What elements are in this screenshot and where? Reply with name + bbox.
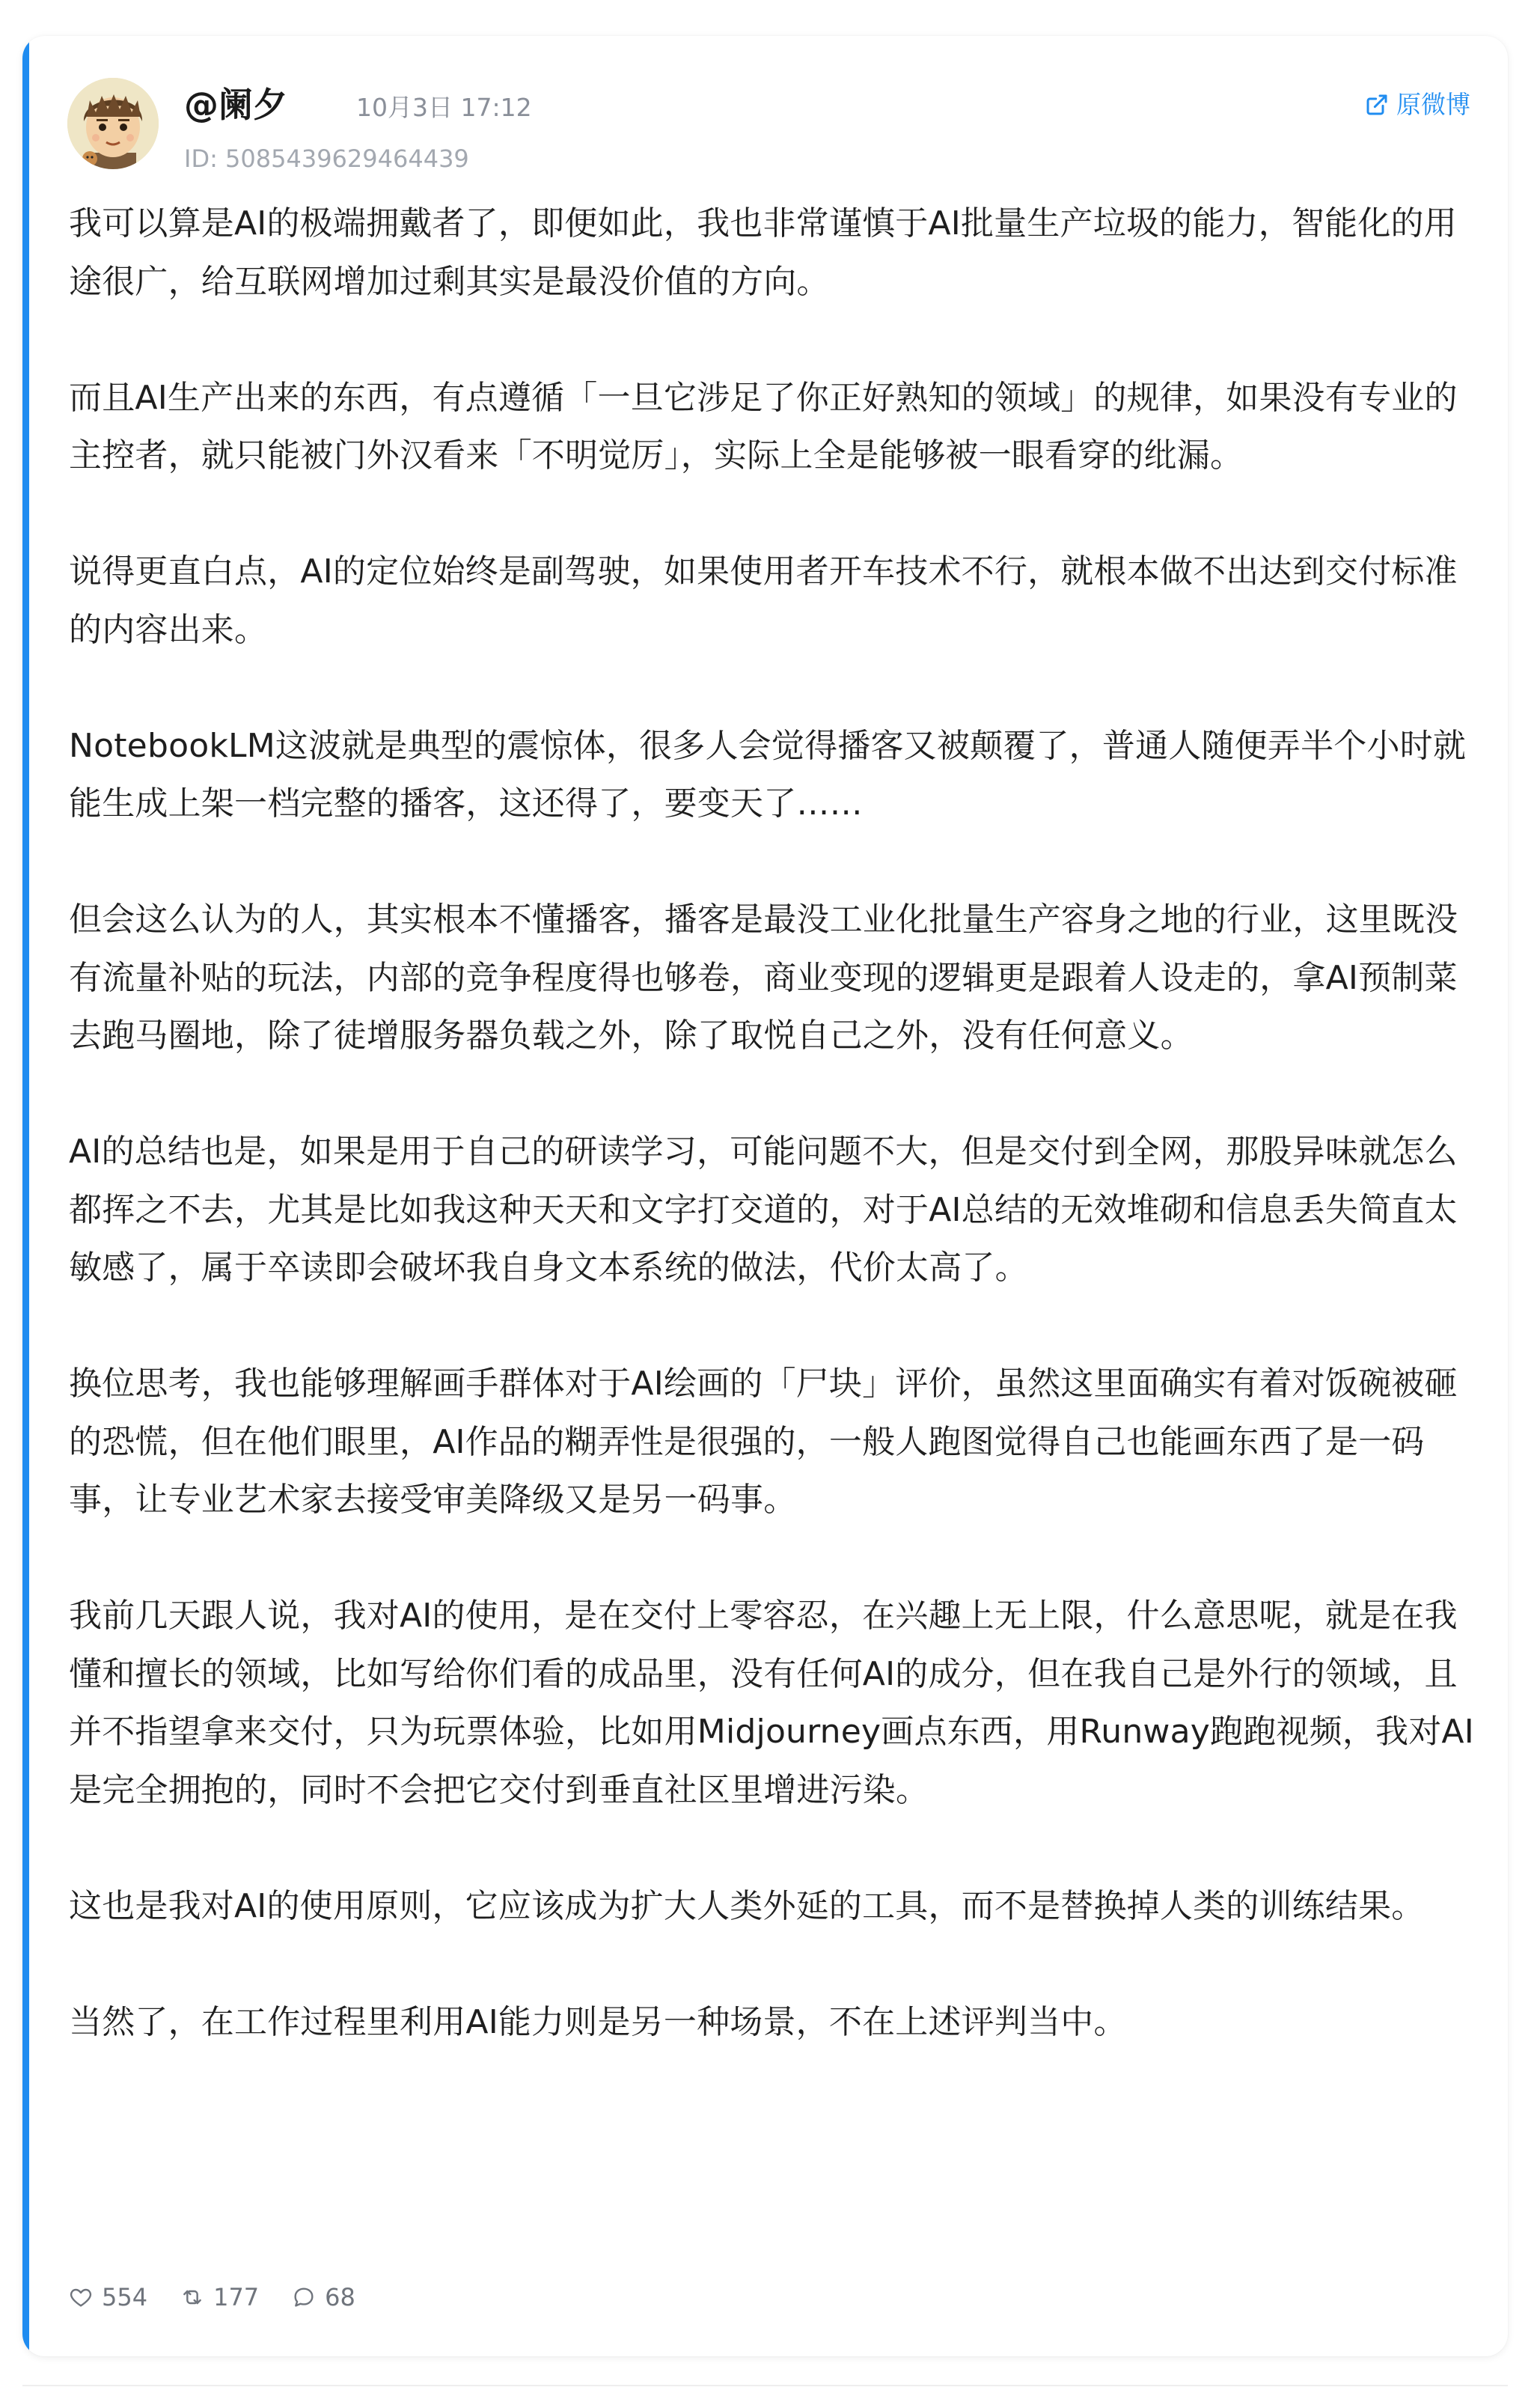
post-header <box>67 78 1478 175</box>
card-accent-bar <box>22 36 29 2356</box>
paragraph: 这也是我对AI的使用原则，它应该成为扩大人类外延的工具，而不是替换掉人类的训练结果。 <box>69 1886 1425 1925</box>
author-name[interactable]: @阑夕 <box>184 85 287 125</box>
paragraph: AI的总结也是，如果是用于自己的研读学习，可能问题不大，但是交付到全网，那股异味就怎么都挥之不去，尤其是比如我这种天天和文字打交道的，对于AI总结的无效堆砌和信息丢失简直太敏感了，属于卒读即会破坏我自身文本系统的做法，代价太高了。 <box>69 1133 1458 1287</box>
divider <box>22 2385 1508 2386</box>
post-content <box>69 195 1476 2051</box>
repost-button[interactable] <box>180 2283 259 2311</box>
paragraph: 而且AI生产出来的东西，有点遵循「一旦它涉足了你正好熟知的领域」的规律，如果没有专业的主控者，就只能被门外汉看来「不明觉厉」，实际上全是能够被一眼看穿的纰漏。 <box>69 378 1458 475</box>
heart-icon <box>69 2285 93 2309</box>
paragraph: NotebookLM这波就是典型的震惊体，很多人会觉得播客又被颠覆了，普通人随便弄半个小时就能生成上架一档完整的播客，这还得了，要变天了…… <box>69 726 1467 823</box>
external-link-icon <box>1365 93 1389 117</box>
post-stats <box>69 2283 355 2311</box>
repost-icon <box>180 2285 204 2309</box>
paragraph: 但会这么认为的人，其实根本不懂播客，播客是最没工业化批量生产容身之地的行业，这里既没有流量补贴的玩法，内部的竞争程度得也够卷，商业变现的逻辑更是跟着人设走的，拿AI预制菜去跑马圈地，除了徒增服务器负载之外，除了取悦自己之外，没有任何意义。 <box>69 900 1458 1055</box>
like-button[interactable] <box>69 2283 147 2311</box>
paragraph: 我可以算是AI的极端拥戴者了，即便如此，我也非常谨慎于AI批量生产垃圾的能力，智能化的用途很广，给互联网增加过剩其实是最没价值的方向。 <box>69 204 1457 301</box>
original-link-label: 原微博 <box>1396 90 1470 119</box>
weibo-post-card <box>22 36 1508 2356</box>
comment-icon <box>292 2285 316 2309</box>
user-id: ID: 5085439629464439 <box>184 144 469 173</box>
avatar[interactable] <box>67 78 159 169</box>
comment-count: 68 <box>325 2283 355 2311</box>
repost-count: 177 <box>213 2283 260 2311</box>
paragraph: 当然了，在工作过程里利用AI能力则是另一种场景，不在上述评判当中。 <box>69 2002 1127 2041</box>
cartoon-avatar-icon <box>67 78 159 169</box>
post-timestamp: 10月3日 17:12 <box>356 93 532 122</box>
comment-button[interactable] <box>292 2283 355 2311</box>
original-weibo-link[interactable] <box>1365 90 1470 120</box>
paragraph: 我前几天跟人说，我对AI的使用，是在交付上零容忍，在兴趣上无上限，什么意思呢，就是在我懂和擅长的领域，比如写给你们看的成品里，没有任何AI的成分，但在我自己是外行的领域，且并不指望拿来交付，只为玩票体验，比如用Midjourney画点东西，用Runway跑跑视频，我对AI是完全拥抱的，同时不会把它交付到垂直社区里增进污染。 <box>69 1597 1474 1809</box>
paragraph: 说得更直白点，AI的定位始终是副驾驶，如果使用者开车技术不行，就根本做不出达到交付标准的内容出来。 <box>69 552 1458 649</box>
like-count: 554 <box>102 2283 148 2311</box>
paragraph: 换位思考，我也能够理解画手群体对于AI绘画的「尸块」评价，虽然这里面确实有着对饭碗被砸的恐慌，但在他们眼里，AI作品的糊弄性是很强的，一般人跑图觉得自己也能画东西了是一码事，让专业艺术家去接受审美降级又是另一码事。 <box>69 1365 1458 1519</box>
